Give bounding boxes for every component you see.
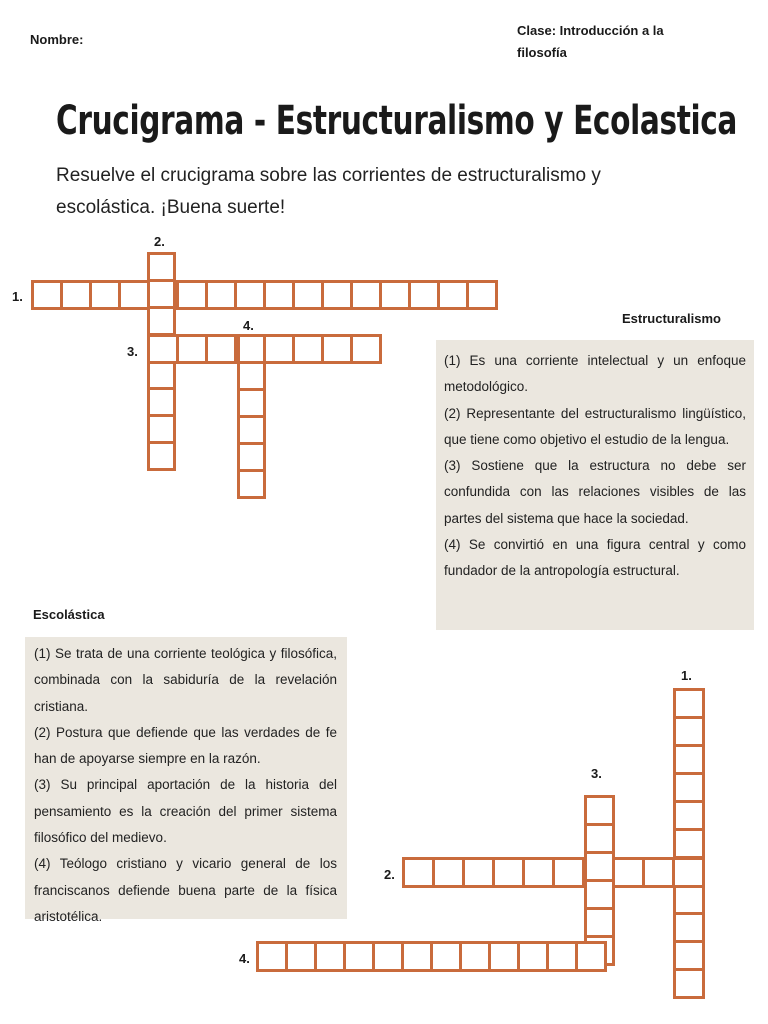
estr-word-2-cell[interactable] bbox=[147, 387, 176, 417]
estr-word-1-cell[interactable] bbox=[118, 280, 150, 310]
estr-word-1-cell[interactable] bbox=[408, 280, 440, 310]
esco-word-4-cell[interactable] bbox=[256, 941, 288, 972]
esco-word-2-cell[interactable] bbox=[462, 857, 495, 888]
estr-word-2-cell[interactable] bbox=[147, 279, 176, 309]
estr-word-4-cell[interactable] bbox=[237, 442, 266, 472]
nombre-label: Nombre: bbox=[30, 32, 84, 47]
clue-estr-2: (2) Representante del estructuralismo lingüístico, que tiene como objetivo el estudio de la lengua. bbox=[444, 405, 746, 447]
esco-clue-number-3: 3. bbox=[591, 766, 602, 781]
clue-estr-1: (1) Es una corriente intelectual y un enfoque metodológico. bbox=[444, 353, 746, 395]
esco-word-2-cell[interactable] bbox=[552, 857, 585, 888]
esco-word-4-cell[interactable] bbox=[430, 941, 462, 972]
esco-word-1-cell[interactable] bbox=[673, 688, 705, 719]
esco-word-1-cell[interactable] bbox=[673, 940, 705, 971]
page-title: Crucigrama - Estructuralismo y Ecolastica bbox=[56, 98, 738, 144]
estr-clue-number-1: 1. bbox=[12, 289, 23, 304]
esco-word-4-cell[interactable] bbox=[517, 941, 549, 972]
esco-word-3-cell[interactable] bbox=[584, 907, 615, 938]
estr-word-3-cell[interactable] bbox=[205, 334, 237, 364]
estr-word-3-cell[interactable] bbox=[350, 334, 382, 364]
esco-word-3-cell[interactable] bbox=[584, 823, 615, 854]
estr-word-4-cell[interactable] bbox=[237, 361, 266, 391]
section-heading-escolastica: Escolástica bbox=[33, 607, 105, 622]
estr-clue-number-3: 3. bbox=[127, 344, 138, 359]
clue-estr-4: (4) Se convirtió en una figura central y como fundador de la antropología estructural. bbox=[444, 537, 746, 579]
esco-word-3-cell[interactable] bbox=[584, 851, 615, 882]
esco-word-1-cell[interactable] bbox=[673, 912, 705, 943]
esco-word-2-cell[interactable] bbox=[522, 857, 555, 888]
esco-word-4-cell[interactable] bbox=[459, 941, 491, 972]
esco-word-3-cell[interactable] bbox=[584, 879, 615, 910]
esco-word-1-cell[interactable] bbox=[673, 744, 705, 775]
clue-box-escolastica bbox=[25, 637, 347, 924]
esco-word-2-cell[interactable] bbox=[492, 857, 525, 888]
esco-word-4-cell[interactable] bbox=[343, 941, 375, 972]
esco-word-2-cell[interactable] bbox=[432, 857, 465, 888]
estr-word-1-cell[interactable] bbox=[437, 280, 469, 310]
estr-word-1-cell[interactable] bbox=[176, 280, 208, 310]
clue-estr-3: (3) Sostiene que la estructura no debe ser confundida con las relaciones visibles de las partes del sistema que hace la sociedad. bbox=[444, 458, 746, 526]
estr-word-2-cell[interactable] bbox=[147, 360, 176, 390]
esco-word-4-cell[interactable] bbox=[401, 941, 433, 972]
clue-esco-2: (2) Postura que defiende que las verdades de fe han de apoyarse siempre en la razón. bbox=[34, 724, 337, 767]
esco-word-1-cell[interactable] bbox=[673, 968, 705, 999]
estr-word-1-cell[interactable] bbox=[263, 280, 295, 310]
estr-word-1-cell[interactable] bbox=[350, 280, 382, 310]
estr-word-1-cell[interactable] bbox=[205, 280, 237, 310]
estr-word-1-cell[interactable] bbox=[234, 280, 266, 310]
estr-clue-number-4: 4. bbox=[243, 318, 254, 333]
estr-clue-number-2: 2. bbox=[154, 234, 165, 249]
estr-word-4-cell[interactable] bbox=[237, 388, 266, 418]
estr-word-3-cell[interactable] bbox=[292, 334, 324, 364]
estr-word-3-cell[interactable] bbox=[263, 334, 295, 364]
estr-word-4-cell[interactable] bbox=[237, 334, 266, 364]
estr-word-3-cell[interactable] bbox=[321, 334, 353, 364]
estr-word-3-cell[interactable] bbox=[176, 334, 208, 364]
clue-box-estructuralismo bbox=[436, 340, 754, 630]
esco-word-4-cell[interactable] bbox=[314, 941, 346, 972]
clue-esco-1: (1) Se trata de una corriente teológica y filosófica, combinada con la sabiduría de la revelación cristiana. bbox=[34, 646, 337, 714]
esco-clue-number-4: 4. bbox=[239, 951, 250, 966]
esco-word-1-cell[interactable] bbox=[673, 772, 705, 803]
estr-word-1-cell[interactable] bbox=[292, 280, 324, 310]
esco-word-4-cell[interactable] bbox=[285, 941, 317, 972]
esco-word-2-cell[interactable] bbox=[642, 857, 675, 888]
esco-word-4-cell[interactable] bbox=[546, 941, 578, 972]
estr-word-2-cell[interactable] bbox=[147, 252, 176, 282]
esco-word-2-cell[interactable] bbox=[402, 857, 435, 888]
estr-word-1-cell[interactable] bbox=[466, 280, 498, 310]
estr-word-2-cell[interactable] bbox=[147, 306, 176, 336]
esco-word-2-cell[interactable] bbox=[672, 857, 705, 888]
clue-esco-3: (3) Su principal aportación de la historia del pensamiento es la creación del primer sistema filosófico del medievo. bbox=[34, 777, 337, 846]
esco-word-4-cell[interactable] bbox=[575, 941, 607, 972]
esco-clue-number-2: 2. bbox=[384, 867, 395, 882]
esco-word-1-cell[interactable] bbox=[673, 716, 705, 747]
esco-word-1-cell[interactable] bbox=[673, 800, 705, 831]
esco-word-3-cell[interactable] bbox=[584, 795, 615, 826]
esco-word-1-cell[interactable] bbox=[673, 828, 705, 859]
esco-clue-number-1: 1. bbox=[681, 668, 692, 683]
estr-word-4-cell[interactable] bbox=[237, 469, 266, 499]
section-heading-estructuralismo: Estructuralismo bbox=[622, 311, 721, 326]
estr-word-1-cell[interactable] bbox=[60, 280, 92, 310]
estr-word-1-cell[interactable] bbox=[89, 280, 121, 310]
estr-word-1-cell[interactable] bbox=[31, 280, 63, 310]
estr-word-2-cell[interactable] bbox=[147, 441, 176, 471]
esco-word-1-cell[interactable] bbox=[673, 884, 705, 915]
estr-word-2-cell[interactable] bbox=[147, 414, 176, 444]
esco-word-2-cell[interactable] bbox=[612, 857, 645, 888]
estr-word-4-cell[interactable] bbox=[237, 415, 266, 445]
clue-esco-4: (4) Teólogo cristiano y vicario general de los franciscanos defiende buena parte de la física aristotélica. bbox=[34, 856, 337, 924]
estr-word-1-cell[interactable] bbox=[379, 280, 411, 310]
esco-word-4-cell[interactable] bbox=[488, 941, 520, 972]
page-subtitle: Resuelve el crucigrama sobre las corrientes de estructuralismo y escolástica. ¡Buena suerte! bbox=[56, 165, 601, 218]
estr-word-3-cell[interactable] bbox=[147, 334, 179, 364]
esco-word-4-cell[interactable] bbox=[372, 941, 404, 972]
clase-label: Clase: Introducción a la filosofía bbox=[517, 23, 664, 60]
estr-word-1-cell[interactable] bbox=[321, 280, 353, 310]
